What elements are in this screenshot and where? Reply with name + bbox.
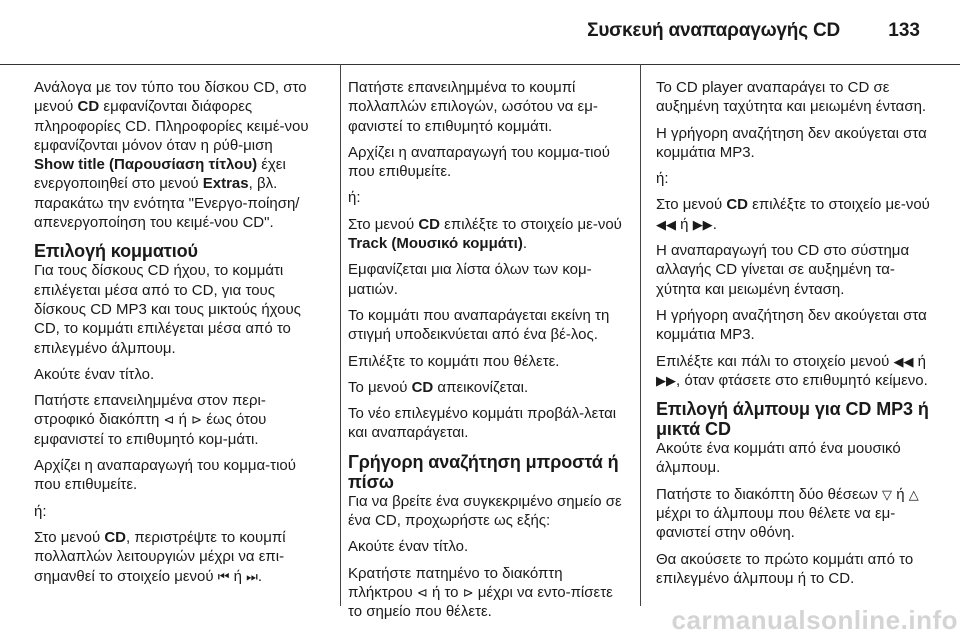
watermark: carmanualsonline.info <box>671 605 958 635</box>
paragraph <box>34 391 310 449</box>
paragraph: Αρχίζει η αναπαραγωγή του κομμα-τιού που επιθυμείτε. <box>348 143 610 181</box>
text: Κρατήστε πατημένο το διακόπτη πλήκτρου <box>348 564 563 601</box>
paragraph: Αρχίζει η αναπαραγωγή του κομμα-τιού που επιθυμείτε. <box>34 457 296 494</box>
column-2 <box>348 78 624 629</box>
menu-item-show-title: Show title (Παρουσίαση τίτλου) <box>34 156 258 174</box>
text: , περιστρέψτε το κουμπί πολλαπλών λειτουργιών μέχρι να επι-σημανθεί το στοιχείο μενού <box>34 528 286 585</box>
paragraph <box>348 215 624 254</box>
menu-name-cd: CD <box>726 196 748 214</box>
right-arrow-icon: ⊳ <box>191 412 203 428</box>
paragraph: Ακούτε έναν τίτλο. <box>348 538 469 556</box>
paragraph <box>656 195 932 234</box>
text: Πατήστε το διακόπτη δύο θέσεων <box>656 485 883 503</box>
text: ή <box>174 411 192 429</box>
menu-name-extras: Extras <box>202 175 249 193</box>
text: , όταν φτάσετε στο επιθυμητό κείμενο. <box>676 371 928 389</box>
paragraph: ή: <box>656 170 669 188</box>
text: ή <box>913 352 926 370</box>
text: απεικονίζεται. <box>433 378 529 396</box>
paragraph: Επιλέξτε το κομμάτι που θέλετε. <box>348 352 560 370</box>
text: Πατήστε επανειλημμένα στον περι-στροφικό διακόπτη <box>34 392 266 429</box>
menu-name-cd: CD <box>77 98 100 116</box>
section-heading: Επιλογή κομματιού <box>34 241 198 262</box>
text: ή <box>892 485 909 503</box>
paragraph: Για να βρείτε ένα συγκεκριμένο σημείο σε ένα CD, προχωρήστε ως εξής: <box>348 492 622 530</box>
menu-item-track: Track (Μουσικό κομμάτι) <box>348 235 523 253</box>
column-divider <box>640 64 641 606</box>
text: μέχρι το άλμπουμ που θέλετε να εμ-φανιστεί στην οθόνη. <box>656 505 896 542</box>
paragraph: Η γρήγορη αναζήτηση δεν ακούγεται στα κομμάτια MP3. <box>656 124 927 161</box>
right-arrow-icon: ⊳ <box>462 584 474 600</box>
paragraph <box>34 78 310 232</box>
text: επιλέξτε το στοιχείο με-νού <box>440 215 622 233</box>
text: ή <box>229 567 247 585</box>
text: . <box>522 235 528 253</box>
text: Ανάλογα με τον τύπο του δίσκου CD, στο μενού <box>34 79 307 116</box>
text: Στο μενού <box>348 215 419 233</box>
header-rule <box>0 64 960 65</box>
text: εμφανίζονται διάφορες πληροφορίες CD. Πληροφορίες κειμέ-νου εμφανίζονται μόνον όταν η ρύθ-μιση <box>34 98 309 154</box>
paragraph: Ακούτε έναν τίτλο. <box>34 365 155 383</box>
text: . <box>712 215 717 233</box>
paragraph: Η αναπαραγωγή του CD στο σύστημα αλλαγής CD γίνεται σε αυξημένη τα-χύτητα και μειωμένη ένταση. <box>656 242 910 298</box>
fast-forward-icon: ▶▶ <box>692 216 713 232</box>
text: έως ότου εμφανιστεί το επιθυμητό κομ-μάτι. <box>34 411 267 448</box>
text: μέχρι να εντο-πίσετε το σημείο που θέλετε. <box>348 583 613 621</box>
section-heading: Γρήγορη αναζήτηση μπροστά ή πίσω <box>348 451 619 492</box>
skip-back-icon: ⏮ <box>217 568 230 584</box>
paragraph: ή: <box>34 502 47 520</box>
paragraph: Το κομμάτι που αναπαράγεται εκείνη τη στιγμή υποδεικνύεται από ένα βέ-λος. <box>348 306 610 344</box>
rewind-icon: ◀◀ <box>893 353 914 369</box>
text: Στο μενού <box>656 196 727 214</box>
paragraph: Για τους δίσκους CD ήχου, το κομμάτι επιλέγεται μέσα από το CD, για τους δίσκους CD MP3 και τους μικτούς ήχους CD, το κομμάτι επιλέγεται μέσα από το επιλεγμένο άλμπουμ. <box>34 262 301 357</box>
up-triangle-icon: △ <box>908 486 919 502</box>
page-number: 133 <box>888 20 920 41</box>
paragraph <box>348 378 624 397</box>
paragraph: ή: <box>348 189 361 207</box>
fast-forward-icon: ▶▶ <box>656 372 676 388</box>
text: Επιλέξτε και πάλι το στοιχείο μενού <box>656 352 894 370</box>
text: Στο μενού <box>34 528 105 546</box>
paragraph: Εμφανίζεται μια λίστα όλων των κομ-ματιών. <box>348 261 592 298</box>
paragraph <box>656 352 932 391</box>
text: έχει ενεργοποιηθεί στο μενού <box>34 156 286 193</box>
page-header <box>0 0 960 64</box>
left-arrow-icon: ⊲ <box>416 584 428 600</box>
paragraph <box>656 485 932 543</box>
column-divider <box>340 64 341 606</box>
paragraph: Το νέο επιλεγμένο κομμάτι προβάλ-λεται και αναπαράγεται. <box>348 405 617 442</box>
paragraph: Το CD player αναπαράγει το CD σε αυξημένη ταχύτητα και μειωμένη ένταση. <box>656 79 927 116</box>
text: επιλέξτε το στοιχείο με-νού <box>748 196 930 214</box>
column-1 <box>34 78 310 593</box>
text: , βλ. παρακάτω την ενότητα "Ενεργο-ποίηση/απενεργοποίηση του κειμέ-νου CD". <box>34 175 300 232</box>
menu-name-cd: CD <box>104 528 126 546</box>
column-3 <box>656 78 932 595</box>
left-arrow-icon: ⊲ <box>163 412 175 428</box>
skip-forward-icon: ⏭ <box>246 568 258 584</box>
down-triangle-icon: ▽ <box>882 486 893 502</box>
menu-name-cd: CD <box>411 378 434 396</box>
page-title: Συσκευή αναπαραγωγής CD <box>587 20 840 41</box>
text: ή το <box>427 583 463 601</box>
menu-name-cd: CD <box>418 215 440 233</box>
paragraph: Η γρήγορη αναζήτηση δεν ακούγεται στα κομμάτια MP3. <box>656 306 927 344</box>
rewind-icon: ◀◀ <box>656 216 676 232</box>
paragraph <box>34 528 310 586</box>
text: Το μενού <box>348 378 412 396</box>
text: . <box>257 567 263 585</box>
text: ή <box>676 215 693 233</box>
paragraph: Θα ακούσετε το πρώτο κομμάτι από το επιλεγμένο άλμπουμ ή το CD. <box>656 550 914 587</box>
paragraph: Ακούτε ένα κομμάτι από ένα μουσικό άλμπουμ. <box>656 440 901 477</box>
section-heading: Επιλογή άλμπουμ για CD MP3 ή μικτά CD <box>656 399 929 440</box>
paragraph: Πατήστε επανειλημμένα το κουμπί πολλαπλών επιλογών, ωσότου να εμ-φανιστεί το επιθυμητό κομμάτι. <box>348 79 598 135</box>
